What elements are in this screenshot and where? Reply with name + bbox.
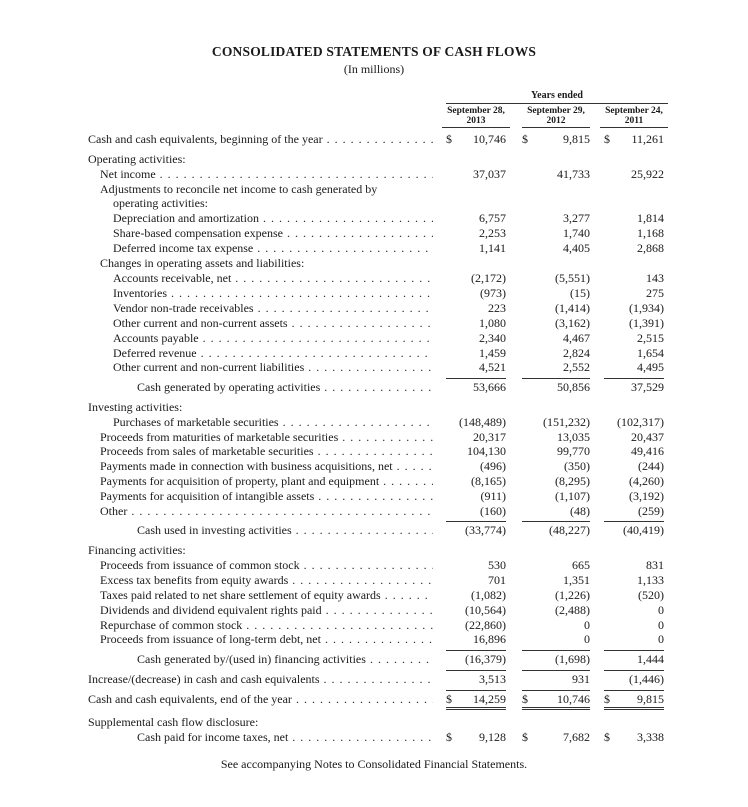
value-text: 37,529 [631, 380, 664, 394]
column-header-date: September 24, [605, 106, 663, 116]
value-cell [522, 503, 590, 519]
row-label: Dividends and dividend equivalent rights paid . . . [100, 602, 433, 618]
value-cell [522, 670, 590, 687]
value-text: 20,317 [473, 430, 506, 444]
value-cell [446, 503, 506, 519]
value-cell [446, 225, 506, 241]
value-cell [522, 572, 590, 588]
value-cell [604, 670, 664, 687]
column-header-rule [522, 127, 590, 128]
value-cell [604, 488, 664, 504]
value-text: (151,232) [543, 415, 590, 429]
value-cell [522, 729, 590, 745]
value-text: 2,340 [479, 331, 506, 345]
column-header-2013 [440, 106, 512, 126]
value-text: 2,552 [563, 360, 590, 374]
table-row [0, 166, 748, 182]
value-cell [522, 488, 590, 504]
value-text: (520) [638, 588, 664, 602]
row-label: Cash used in investing activities . . . [137, 522, 433, 538]
row-label: Share-based compensation expense . . . [113, 225, 433, 241]
row-label: Supplemental cash flow disclosure: [88, 715, 259, 729]
row-label: Proceeds from maturities of marketable securities . . . [100, 429, 433, 445]
value-text: (1,107) [555, 489, 590, 503]
value-cell [522, 225, 590, 241]
column-header-date: September 29, [527, 106, 585, 116]
years-ended-header: Years ended [531, 90, 583, 101]
currency-symbol: $ [604, 730, 610, 744]
value-cell [522, 330, 590, 346]
row-label: Cash paid for income taxes, net . . . [137, 729, 433, 745]
currency-symbol: $ [522, 132, 528, 146]
table-row [0, 131, 748, 147]
value-cell [522, 587, 590, 603]
footnote: See accompanying Notes to Consolidated Financial Statements. [220, 757, 528, 771]
value-cell [604, 378, 664, 395]
value-text: (4,260) [629, 474, 664, 488]
table-row [0, 503, 748, 519]
value-text: 1,080 [479, 316, 506, 330]
value-cell [446, 650, 506, 667]
table-row [0, 270, 748, 286]
value-cell [604, 240, 664, 256]
value-cell [604, 443, 664, 459]
value-text: (148,489) [459, 415, 506, 429]
value-cell [446, 473, 506, 489]
value-cell [446, 729, 506, 745]
column-header-2011 [598, 106, 670, 126]
value-text: (1,391) [629, 316, 664, 330]
value-text: 1,133 [637, 573, 664, 587]
table-row [0, 414, 748, 430]
value-cell [522, 240, 590, 256]
value-text: 275 [646, 286, 664, 300]
value-text: (40,419) [623, 523, 664, 537]
value-text: (1,934) [629, 301, 664, 315]
row-label: Cash and cash equivalents, end of the year . . . [88, 691, 433, 707]
value-text: 16,896 [473, 632, 506, 646]
table-row [0, 651, 748, 667]
value-cell [446, 587, 506, 603]
value-cell [522, 166, 590, 182]
statement-subtitle: (In millions) [343, 62, 405, 76]
table-row [0, 379, 748, 395]
row-label: Accounts payable . . . [113, 330, 433, 346]
value-cell [446, 270, 506, 286]
value-text: 2,824 [563, 346, 590, 360]
value-cell [522, 602, 590, 618]
value-cell [604, 225, 664, 241]
value-cell [604, 602, 664, 618]
row-label: Proceeds from issuance of common stock . . . [100, 557, 433, 573]
value-text: 1,740 [563, 226, 590, 240]
value-cell [446, 285, 506, 301]
value-cell [604, 414, 664, 430]
value-text: 49,416 [631, 444, 664, 458]
value-text: (8,295) [555, 474, 590, 488]
value-text: 11,261 [631, 132, 664, 146]
table-row [0, 587, 748, 603]
value-text: 7,682 [563, 730, 590, 744]
table-row [0, 443, 748, 459]
currency-symbol: $ [522, 730, 528, 744]
value-cell [604, 270, 664, 286]
column-header-2012 [520, 106, 592, 126]
row-label: Financing activities: [88, 543, 186, 557]
value-text: 0 [658, 603, 664, 617]
row-label: Purchases of marketable securities . . . [113, 414, 433, 430]
value-cell [604, 521, 664, 538]
row-label: Inventories . . . [113, 285, 433, 301]
table-row [0, 542, 748, 558]
value-cell [522, 443, 590, 459]
value-cell [446, 359, 506, 375]
value-cell [604, 285, 664, 301]
value-cell [446, 240, 506, 256]
value-text: 831 [646, 558, 664, 572]
value-text: 50,856 [557, 380, 590, 394]
row-label: Taxes paid related to net share settlement of equity awards . . . [100, 587, 433, 603]
row-label: Other current and non-current assets . . . [113, 315, 433, 331]
value-cell [604, 458, 664, 474]
table-row [0, 399, 748, 415]
value-cell [604, 315, 664, 331]
value-text: (5,551) [555, 271, 590, 285]
value-text: 14,259 [473, 692, 506, 706]
column-header-rule [600, 127, 668, 128]
value-text: 1,654 [637, 346, 664, 360]
currency-symbol: $ [522, 692, 528, 706]
value-text: (1,082) [471, 588, 506, 602]
row-label: Changes in operating assets and liabilities: [100, 256, 305, 270]
value-text: (8,165) [471, 474, 506, 488]
table-row [0, 359, 748, 375]
value-cell [522, 285, 590, 301]
row-label: Deferred income tax expense . . . [113, 240, 433, 256]
column-header-rule [442, 127, 510, 128]
row-label: Proceeds from sales of marketable securities . . . [100, 443, 433, 459]
value-text: 20,437 [631, 430, 664, 444]
table-row [0, 522, 748, 538]
value-cell [604, 572, 664, 588]
currency-symbol: $ [604, 692, 610, 706]
row-label: Net income . . . [100, 166, 433, 182]
value-cell [522, 631, 590, 647]
value-text: 3,338 [637, 730, 664, 744]
value-cell [522, 300, 590, 316]
value-text: (48,227) [549, 523, 590, 537]
row-label: Increase/(decrease) in cash and cash equivalents . . . [88, 671, 433, 687]
years-header-rule [446, 103, 668, 104]
row-label: Deferred revenue . . . [113, 345, 433, 361]
value-text: 1,814 [637, 211, 664, 225]
value-cell [604, 557, 664, 573]
value-text: (496) [480, 459, 506, 473]
value-cell [604, 359, 664, 375]
value-text: (15) [570, 286, 590, 300]
value-cell [522, 378, 590, 395]
value-text: 0 [658, 618, 664, 632]
column-header-date: September 28, [447, 106, 505, 116]
value-cell [522, 315, 590, 331]
row-label: Payments made in connection with business acquisitions, net . . . [100, 458, 433, 474]
value-text: (1,446) [629, 672, 664, 686]
value-text: 37,037 [473, 167, 506, 181]
value-text: (244) [638, 459, 664, 473]
value-text: 1,444 [637, 652, 664, 666]
value-text: (973) [480, 286, 506, 300]
table-row [0, 225, 748, 241]
table-row [0, 557, 748, 573]
value-cell [522, 557, 590, 573]
value-text: (10,564) [465, 603, 506, 617]
currency-symbol: $ [604, 132, 610, 146]
value-text: (160) [480, 504, 506, 518]
value-text: 9,815 [563, 132, 590, 146]
value-cell [604, 473, 664, 489]
table-row [0, 488, 748, 504]
value-cell [446, 131, 506, 147]
statement-title: CONSOLIDATED STATEMENTS OF CASH FLOWS [211, 44, 537, 59]
value-text: (22,860) [465, 618, 506, 632]
value-text: (3,162) [555, 316, 590, 330]
table-row [0, 631, 748, 647]
value-cell [604, 690, 664, 710]
value-cell [446, 572, 506, 588]
value-cell [522, 521, 590, 538]
value-text: 99,770 [557, 444, 590, 458]
value-cell [604, 503, 664, 519]
value-text: 4,495 [637, 360, 664, 374]
column-header-year: 2011 [624, 116, 644, 126]
value-text: 4,521 [479, 360, 506, 374]
value-text: (16,379) [465, 652, 506, 666]
value-text: 9,128 [479, 730, 506, 744]
value-cell [446, 670, 506, 687]
value-text: 4,467 [563, 331, 590, 345]
value-text: (350) [564, 459, 590, 473]
value-cell [446, 315, 506, 331]
table-row [0, 300, 748, 316]
row-label: Cash generated by operating activities . . . [137, 379, 433, 395]
value-cell [604, 587, 664, 603]
value-text: 2,253 [479, 226, 506, 240]
value-text: 3,277 [563, 211, 590, 225]
value-text: 10,746 [557, 692, 590, 706]
value-text: 1,459 [479, 346, 506, 360]
value-text: 1,351 [563, 573, 590, 587]
value-cell [604, 650, 664, 667]
value-cell [604, 729, 664, 745]
value-text: 0 [658, 632, 664, 646]
value-cell [522, 131, 590, 147]
row-label: operating activities: [113, 196, 208, 210]
table-row [0, 285, 748, 301]
row-label: Excess tax benefits from equity awards . . . [100, 572, 433, 588]
value-cell [446, 458, 506, 474]
value-text: 104,130 [467, 444, 506, 458]
table-row [0, 240, 748, 256]
table-row [0, 255, 748, 271]
value-text: 143 [646, 271, 664, 285]
row-label: Investing activities: [88, 400, 183, 414]
value-cell [446, 602, 506, 618]
value-cell [446, 378, 506, 395]
value-cell [604, 330, 664, 346]
table-row [0, 671, 748, 687]
row-label: Repurchase of common stock . . . [100, 617, 433, 633]
value-cell [522, 690, 590, 710]
row-label: Payments for acquisition of property, plant and equipment . . . [100, 473, 433, 489]
value-text: (1,414) [555, 301, 590, 315]
value-cell [446, 690, 506, 710]
row-label: Proceeds from issuance of long-term debt, net . . . [100, 631, 433, 647]
value-cell [604, 300, 664, 316]
value-text: 0 [584, 632, 590, 646]
row-label: Accounts receivable, net . . . [113, 270, 433, 286]
value-cell [446, 210, 506, 226]
value-text: 4,405 [563, 241, 590, 255]
value-cell [522, 359, 590, 375]
value-cell [522, 414, 590, 430]
table-row [0, 714, 748, 730]
table-row [0, 330, 748, 346]
value-text: (1,226) [555, 588, 590, 602]
value-cell [446, 521, 506, 538]
value-cell [522, 650, 590, 667]
value-text: 6,757 [479, 211, 506, 225]
value-cell [604, 631, 664, 647]
value-text: 0 [584, 618, 590, 632]
table-row [0, 458, 748, 474]
table-row [0, 729, 748, 745]
value-cell [446, 414, 506, 430]
value-text: (3,192) [629, 489, 664, 503]
value-text: (1,698) [555, 652, 590, 666]
row-label: Cash and cash equivalents, beginning of the year . . . [88, 131, 433, 147]
table-row [0, 315, 748, 331]
column-header-year: 2012 [546, 116, 566, 126]
row-label: Vendor non-trade receivables . . . [113, 300, 433, 316]
value-text: 1,168 [637, 226, 664, 240]
table-row [0, 473, 748, 489]
value-cell [446, 557, 506, 573]
value-text: 1,141 [479, 241, 506, 255]
table-row [0, 210, 748, 226]
row-label: Operating activities: [88, 152, 186, 166]
value-cell [604, 166, 664, 182]
value-text: (33,774) [465, 523, 506, 537]
value-text: (911) [480, 489, 506, 503]
value-text: (102,317) [617, 415, 664, 429]
currency-symbol: $ [446, 730, 452, 744]
value-cell [446, 330, 506, 346]
table-row [0, 691, 748, 707]
value-cell [446, 488, 506, 504]
value-cell [604, 131, 664, 147]
value-text: (259) [638, 504, 664, 518]
row-label: Payments for acquisition of intangible assets . . . [100, 488, 433, 504]
value-text: 13,035 [557, 430, 590, 444]
value-text: 665 [572, 558, 590, 572]
currency-symbol: $ [446, 132, 452, 146]
value-text: 2,868 [637, 241, 664, 255]
value-text: (48) [570, 504, 590, 518]
value-text: 931 [572, 672, 590, 686]
value-text: 9,815 [637, 692, 664, 706]
value-text: 701 [488, 573, 506, 587]
row-label: Other current and non-current liabilities . . . [113, 359, 433, 375]
value-cell [446, 631, 506, 647]
value-cell [522, 210, 590, 226]
value-cell [446, 443, 506, 459]
value-cell [446, 300, 506, 316]
value-cell [446, 166, 506, 182]
value-cell [522, 458, 590, 474]
value-text: 41,733 [557, 167, 590, 181]
value-text: (2,172) [471, 271, 506, 285]
row-label: Depreciation and amortization . . . [113, 210, 433, 226]
value-text: 2,515 [637, 331, 664, 345]
row-label: Adjustments to reconcile net income to cash generated by [100, 182, 378, 196]
value-cell [522, 473, 590, 489]
value-text: 530 [488, 558, 506, 572]
value-text: 10,746 [473, 132, 506, 146]
value-text: 223 [488, 301, 506, 315]
table-row [0, 195, 748, 211]
row-label: Other . . . [100, 503, 433, 519]
row-label: Cash generated by/(used in) financing activities . . . [137, 651, 433, 667]
value-text: 25,922 [631, 167, 664, 181]
value-text: (2,488) [555, 603, 590, 617]
value-text: 53,666 [473, 380, 506, 394]
value-cell [522, 270, 590, 286]
table-row [0, 151, 748, 167]
currency-symbol: $ [446, 692, 452, 706]
column-header-year: 2013 [466, 116, 486, 126]
table-row [0, 602, 748, 618]
value-cell [604, 210, 664, 226]
table-row [0, 572, 748, 588]
value-text: 3,513 [479, 672, 506, 686]
